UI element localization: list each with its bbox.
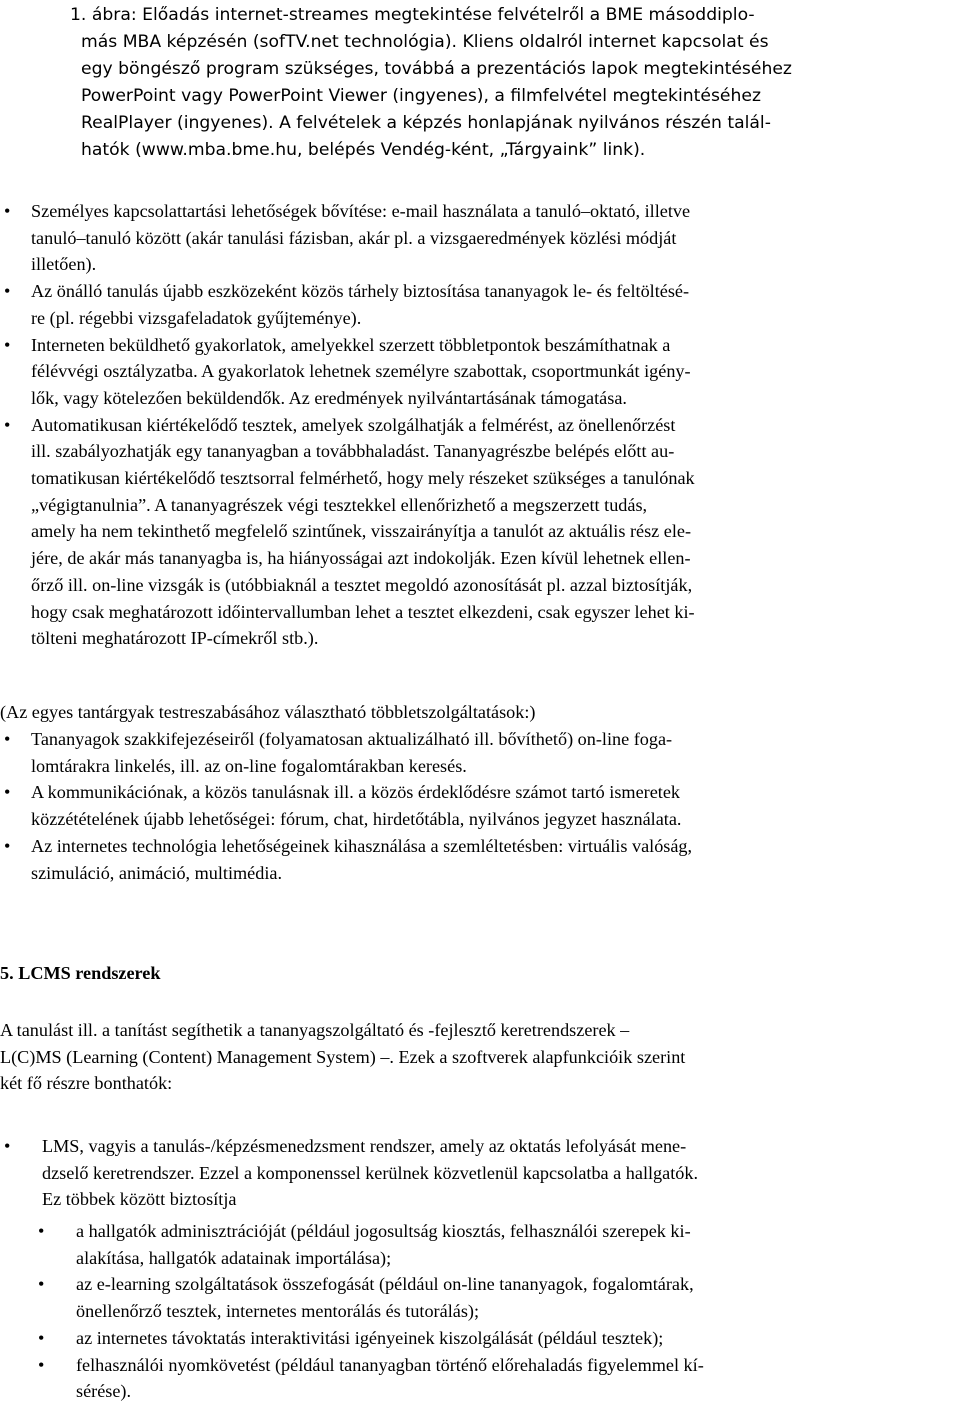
feature-list-item-text — [31, 332, 956, 412]
optional-service-item-text — [31, 726, 956, 779]
feature-list-item — [0, 198, 956, 278]
lms-item-text — [42, 1133, 956, 1213]
lcms-paragraph-line: L(C)MS (Learning (Content) Management System) –. Ezek a szoftverek alapfunkcióik szerint — [0, 1046, 686, 1067]
feature-list-item — [0, 332, 956, 412]
lms-subitem-line: az internetes távoktatás interaktivitási igényeinek kiszolgálását (például tesztek); — [76, 1327, 664, 1348]
bullet-icon: • — [38, 1327, 45, 1348]
caption-line: hatók (www.mba.bme.hu, belépés Vendég-ként, „Tárgyaink” link). — [81, 140, 646, 160]
section-heading: 5. LCMS rendszerek — [0, 963, 161, 983]
feature-list-item-text — [31, 278, 956, 331]
optional-services-intro-block — [0, 699, 956, 726]
bullet-icon: • — [4, 414, 11, 435]
bullet-icon: • — [4, 1136, 11, 1156]
feature-list-item-line: tomatikusan kiértékelődő tesztsorral felmérhető, hogy mely részeket szükséges a tanulónak — [31, 468, 695, 489]
lms-subitem-text — [76, 1218, 956, 1271]
feature-list-item-text — [31, 198, 956, 278]
feature-list-item-line: „végigtanulnia”. A tananyagrészek végi tesztekkel ellenőrizhető a megszerzett tudás, — [31, 494, 648, 515]
bullet-icon: • — [4, 782, 11, 803]
caption-line: RealPlayer (ingyenes). A felvételek a képzés honlapjának nyilvános részén talál- — [81, 113, 771, 133]
caption-line: egy böngésző program szükséges, továbbá a prezentációs lapok megtekintéséhez — [81, 59, 792, 79]
lcms-paragraph-line: A tanulást ill. a tanítást segíthetik a tananyagszolgáltató és -fejlesztő keretrendszerek – — [0, 1020, 630, 1040]
caption-line: más MBA képzésén (sofTV.net technológia). Kliens oldalról internet kapcsolat és — [81, 32, 769, 52]
lms-subitem — [0, 1271, 956, 1324]
bullet-icon: • — [38, 1274, 45, 1295]
lms-item-line: Ez többek között biztosítja — [42, 1189, 237, 1210]
lms-subitem — [0, 1218, 956, 1271]
optional-service-item-line: szimuláció, animáció, multimédia. — [31, 862, 283, 883]
caption-line: PowerPoint vagy PowerPoint Viewer (ingyenes), a filmfelvétel megtekintéséhez — [81, 86, 761, 106]
lms-item-line: dzselő keretrendszer. Ezzel a komponenssel kerülnek közvetlenül kapcsolatba a hallgatók. — [42, 1162, 699, 1183]
lms-subitem-line: felhasználói nyomkövetést (például tananyagban történő előrehaladás figyelemmel kí- — [76, 1354, 704, 1375]
lms-subitem-text — [76, 1352, 956, 1405]
feature-list-item-line: hogy csak meghatározott időintervallumban lehet a tesztet elkezdeni, csak egyszer lehet ki- — [31, 601, 695, 622]
bullet-icon: • — [4, 281, 11, 302]
figure-caption-text — [70, 2, 950, 164]
feature-bullet-list — [0, 198, 956, 652]
optional-service-item-line: lomtárakra linkelés, ill. az on-line fogalomtárakban keresés. — [31, 755, 467, 776]
lms-subitem-list — [0, 1218, 956, 1405]
bullet-icon: • — [4, 835, 11, 856]
lms-subitem-line: alakítása, hallgatók adatainak importálása); — [76, 1247, 392, 1268]
optional-service-item-line: A kommunikációnak, a közös tanulásnak ill. a közös érdeklődésre számot tartó ismeretek — [31, 782, 681, 803]
feature-list-item-line: lők, vagy kötelezően beküldendők. Az eredmények nyilvántartásának támogatása. — [31, 387, 627, 408]
lms-subitem-text — [76, 1271, 956, 1324]
lms-subitem-line: sérése). — [76, 1381, 132, 1402]
optional-services-bullet-list — [0, 726, 956, 886]
lms-subitem-line: önellenőrző tesztek, internetes mentorálás és tutorálás); — [76, 1301, 480, 1322]
lms-subitem — [0, 1325, 956, 1352]
lcms-paragraph-text — [0, 1017, 956, 1097]
feature-list-item-line: re (pl. régebbi vizsgafeladatok gyűjteménye). — [31, 307, 362, 328]
feature-list-item — [0, 278, 956, 331]
bullet-icon: • — [4, 334, 11, 355]
feature-list-item-text — [31, 412, 956, 652]
lcms-paragraph-line: két fő részre bonthatók: — [0, 1073, 173, 1094]
feature-list-item-line: őrző ill. on-line vizsgák is (utóbbiaknál a tesztet megoldó azonosítását pl. azzal biztosítják, — [31, 574, 693, 595]
bullet-icon: • — [4, 201, 11, 221]
caption-line: 1. ábra: Előadás internet-streames megtekintése felvételről a BME másoddiplo- — [70, 5, 755, 25]
lms-subitem — [0, 1352, 956, 1405]
lcms-paragraph — [0, 1017, 956, 1097]
feature-list-item-line: amely ha nem tekinthető megfelelő szintűnek, visszairányítja a tanulót az aktuális rész ele- — [31, 521, 692, 542]
optional-service-item-text — [31, 779, 956, 832]
optional-service-item — [0, 833, 956, 886]
lms-subitem-line: a hallgatók adminisztrációját (például jogosultság kiosztás, felhasználói szerepek ki- — [76, 1221, 691, 1241]
optional-services-intro: (Az egyes tantárgyak testreszabásához választható többletszolgáltatások:) — [0, 702, 536, 722]
feature-list-item-line: Automatikusan kiértékelődő tesztek, amelyek szolgálhatják a felmérést, az önellenőrzést — [31, 414, 676, 435]
feature-list-item-line: tanuló–tanuló között (akár tanulási fázisban, akár pl. a vizsgaeredmények közlési módját — [31, 227, 677, 248]
feature-list-item-line: illetően). — [31, 254, 97, 275]
lms-subitem-text — [76, 1325, 956, 1352]
optional-service-item-text — [31, 833, 956, 886]
lms-item-line: LMS, vagyis a tanulás-/képzésmenedzsment rendszer, amely az oktatás lefolyását mene- — [42, 1136, 687, 1156]
lms-subitem-line: az e-learning szolgáltatások összefogását (például on-line tananyagok, fogalomtárak, — [76, 1274, 694, 1295]
bullet-icon: • — [38, 1221, 45, 1241]
optional-service-item-line: közzétételének újabb lehetőségei: fórum, chat, hirdetőtábla, nyilvános jegyzet használata. — [31, 809, 682, 830]
optional-service-item — [0, 726, 956, 779]
bullet-icon: • — [38, 1354, 45, 1375]
optional-service-item-line: Az internetes technológia lehetőségeinek kihasználása a szemléltetésben: virtuális valóság, — [31, 835, 693, 856]
feature-list-item-line: tölteni meghatározott IP-címekről stb.). — [31, 628, 319, 649]
feature-list-item-line: Az önálló tanulás újabb eszközeként közös tárhely biztosítása tananyagok le- és feltöltésé- — [31, 281, 690, 302]
bullet-icon: • — [4, 729, 11, 749]
figure-caption — [70, 2, 950, 164]
section-heading-block — [0, 960, 956, 987]
optional-service-item — [0, 779, 956, 832]
feature-list-item-line: jére, de akár más tananyagba is, ha hiányosságai azt indokolják. Ezen kívül lehetnek ellen- — [31, 548, 691, 569]
lms-bullet — [0, 1133, 956, 1213]
lms-item — [0, 1133, 956, 1213]
feature-list-item — [0, 412, 956, 652]
feature-list-item-line: félévvégi osztályzatba. A gyakorlatok lehetnek személyre szabottak, csoportmunkát igény- — [31, 361, 691, 382]
optional-service-item-line: Tananyagok szakkifejezéseiről (folyamatosan aktualizálható ill. bővíthető) on-line foga- — [31, 729, 673, 749]
feature-list-item-line: Interneten beküldhető gyakorlatok, amelyekkel szerzett többletpontok beszámíthatnak a — [31, 334, 671, 355]
feature-list-item-line: ill. szabályozhatják egy tananyagban a továbbhaladást. Tananyagrészbe belépés előtt au- — [31, 441, 675, 462]
feature-list-item-line: Személyes kapcsolattartási lehetőségek bővítése: e-mail használata a tanuló–oktató, illetve — [31, 201, 691, 221]
